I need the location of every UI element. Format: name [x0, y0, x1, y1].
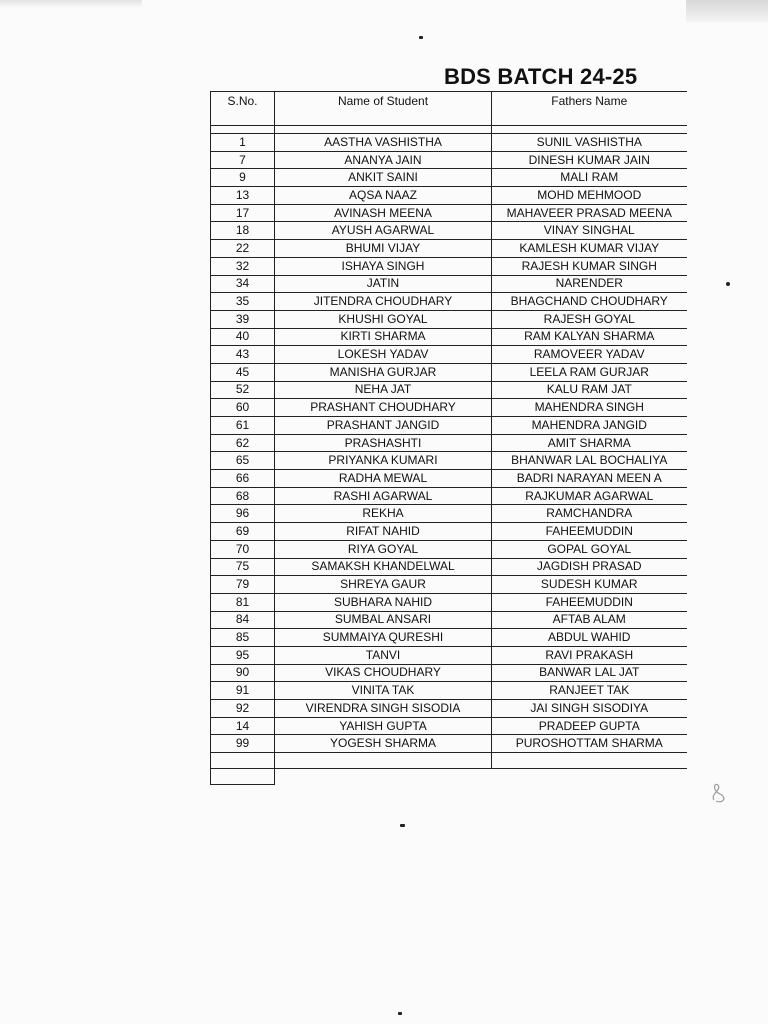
cell-father-name: KAMLESH KUMAR VIJAY — [492, 240, 687, 258]
cell-sno: 69 — [211, 523, 275, 541]
cell-student-name: ANANYA JAIN — [275, 151, 492, 169]
table-row — [211, 381, 687, 399]
table-row — [211, 629, 687, 647]
cell-student-name: MANISHA GURJAR — [275, 363, 492, 381]
cell-student-name: SAMAKSH KHANDELWAL — [275, 558, 492, 576]
cell-student-name: BHUMI VIJAY — [275, 240, 492, 258]
cell-sno: 14 — [211, 717, 275, 735]
cell-student-name: RASHI AGARWAL — [275, 487, 492, 505]
table-row — [211, 452, 687, 470]
cell-father-name: MAHENDRA SINGH — [492, 399, 687, 417]
table-row — [211, 275, 687, 293]
cell-student-name: VINITA TAK — [275, 682, 492, 700]
cell-sno: 95 — [211, 646, 275, 664]
cell-father-name: BADRI NARAYAN MEEN A — [492, 470, 687, 488]
scan-speck — [419, 36, 423, 39]
cell-father-name: MAHAVEER PRASAD MEENA — [492, 204, 687, 222]
table-blank-row — [211, 769, 687, 785]
cell-father-name: RANJEET TAK — [492, 682, 687, 700]
table-row — [211, 487, 687, 505]
cell-student-name: AVINASH MEENA — [275, 204, 492, 222]
cell-father-name: AMIT SHARMA — [492, 434, 687, 452]
cell-sno: 9 — [211, 169, 275, 187]
table-row — [211, 346, 687, 364]
table-body — [211, 126, 687, 785]
table-row — [211, 682, 687, 700]
student-table — [210, 91, 687, 785]
table-row — [211, 611, 687, 629]
cell-student-name: SUMBAL ANSARI — [275, 611, 492, 629]
table-row — [211, 363, 687, 381]
cell-father-name: SUDESH KUMAR — [492, 576, 687, 594]
cell-student-name: YOGESH SHARMA — [275, 735, 492, 753]
scan-speck — [398, 1012, 402, 1015]
cell-father-name: NARENDER — [492, 275, 687, 293]
cell-student-name: NEHA JAT — [275, 381, 492, 399]
cell-sno: 96 — [211, 505, 275, 523]
cell-student-name: RADHA MEWAL — [275, 470, 492, 488]
cell-sno: 90 — [211, 664, 275, 682]
cell-sno: 85 — [211, 629, 275, 647]
cell-father-name: RAM KALYAN SHARMA — [492, 328, 687, 346]
cell-father-name: LEELA RAM GURJAR — [492, 363, 687, 381]
cell-student-name: ANKIT SAINI — [275, 169, 492, 187]
cell-student-name: YAHISH GUPTA — [275, 717, 492, 735]
cell-student-name: TANVI — [275, 646, 492, 664]
cell-sno: 62 — [211, 434, 275, 452]
cell-father-name: RAJESH KUMAR SINGH — [492, 257, 687, 275]
cell-sno: 40 — [211, 328, 275, 346]
cell-student-name: JITENDRA CHOUDHARY — [275, 293, 492, 311]
cell-sno: 60 — [211, 399, 275, 417]
cell-father-name: MAHENDRA JANGID — [492, 417, 687, 435]
table-row — [211, 558, 687, 576]
cell-sno: 92 — [211, 700, 275, 718]
table-row — [211, 646, 687, 664]
cell-sno: 61 — [211, 417, 275, 435]
table-row — [211, 470, 687, 488]
cell-father-name: RAVI PRAKASH — [492, 646, 687, 664]
cell-sno: 68 — [211, 487, 275, 505]
cell-father-name: JAI SINGH SISODIYA — [492, 700, 687, 718]
cell-sno: 34 — [211, 275, 275, 293]
table-row — [211, 664, 687, 682]
cell-father-name: FAHEEMUDDIN — [492, 593, 687, 611]
cell-father-name: PUROSHOTTAM SHARMA — [492, 735, 687, 753]
cell-student-name: VIKAS CHOUDHARY — [275, 664, 492, 682]
cell-father-name: SUNIL VASHISTHA — [492, 134, 687, 152]
cell-father-name: ABDUL WAHID — [492, 629, 687, 647]
cell-father-name: BHANWAR LAL BOCHALIYA — [492, 452, 687, 470]
cell-student-name: AASTHA VASHISTHA — [275, 134, 492, 152]
table-row — [211, 134, 687, 152]
cell-sno: 39 — [211, 310, 275, 328]
table-row — [211, 187, 687, 205]
cell-student-name: RIYA GOYAL — [275, 540, 492, 558]
cell-sno: 99 — [211, 735, 275, 753]
column-header-father: Fathers Name — [492, 92, 687, 126]
cell-student-name: SUBHARA NAHID — [275, 593, 492, 611]
cell-sno: 17 — [211, 204, 275, 222]
table-row — [211, 151, 687, 169]
cell-sno: 43 — [211, 346, 275, 364]
table-row — [211, 417, 687, 435]
cell-father-name: FAHEEMUDDIN — [492, 523, 687, 541]
cell-father-name: BHAGCHAND CHOUDHARY — [492, 293, 687, 311]
column-header-student: Name of Student — [275, 92, 492, 126]
scan-edge-right — [686, 0, 768, 22]
table-row — [211, 240, 687, 258]
cell-student-name: SUMMAIYA QURESHI — [275, 629, 492, 647]
cell-sno: 32 — [211, 257, 275, 275]
cell-father-name: JAGDISH PRASAD — [492, 558, 687, 576]
table-gap-row — [211, 126, 687, 134]
cell-sno: 91 — [211, 682, 275, 700]
cell-sno: 7 — [211, 151, 275, 169]
cell-student-name: JATIN — [275, 275, 492, 293]
table-row — [211, 399, 687, 417]
cell-student-name: KHUSHI GOYAL — [275, 310, 492, 328]
table-row — [211, 169, 687, 187]
cell-father-name: RAMCHANDRA — [492, 505, 687, 523]
cell-sno: 22 — [211, 240, 275, 258]
cell-student-name: VIRENDRA SINGH SISODIA — [275, 700, 492, 718]
table-row — [211, 523, 687, 541]
document-title: BDS BATCH 24-25 — [444, 64, 638, 89]
table-row — [211, 204, 687, 222]
cell-father-name: MOHD MEHMOOD — [492, 187, 687, 205]
table-row — [211, 700, 687, 718]
table-row — [211, 310, 687, 328]
cell-student-name: ISHAYA SINGH — [275, 257, 492, 275]
table-row — [211, 257, 687, 275]
table-row — [211, 328, 687, 346]
table-row — [211, 222, 687, 240]
cell-sno: 65 — [211, 452, 275, 470]
cell-student-name: REKHA — [275, 505, 492, 523]
cell-father-name: RAMOVEER YADAV — [492, 346, 687, 364]
cell-sno: 35 — [211, 293, 275, 311]
table-row — [211, 293, 687, 311]
cell-student-name: PRASHASHTI — [275, 434, 492, 452]
cell-father-name: DINESH KUMAR JAIN — [492, 151, 687, 169]
scan-edge-left — [0, 0, 142, 8]
cell-student-name: PRIYANKA KUMARI — [275, 452, 492, 470]
cell-student-name: LOKESH YADAV — [275, 346, 492, 364]
table-row — [211, 434, 687, 452]
cell-father-name: VINAY SINGHAL — [492, 222, 687, 240]
table-row — [211, 505, 687, 523]
handwritten-mark — [708, 782, 734, 804]
cell-sno: 13 — [211, 187, 275, 205]
cell-father-name: AFTAB ALAM — [492, 611, 687, 629]
scan-speck — [726, 282, 730, 286]
cell-sno: 70 — [211, 540, 275, 558]
cell-student-name: PRASHANT CHOUDHARY — [275, 399, 492, 417]
cell-sno: 18 — [211, 222, 275, 240]
table-row — [211, 576, 687, 594]
column-header-sno: S.No. — [211, 92, 275, 126]
cell-student-name: KIRTI SHARMA — [275, 328, 492, 346]
cell-student-name: AYUSH AGARWAL — [275, 222, 492, 240]
cell-sno: 75 — [211, 558, 275, 576]
cell-father-name: BANWAR LAL JAT — [492, 664, 687, 682]
cell-sno: 45 — [211, 363, 275, 381]
cell-student-name: AQSA NAAZ — [275, 187, 492, 205]
table-row — [211, 540, 687, 558]
cell-student-name: SHREYA GAUR — [275, 576, 492, 594]
cell-father-name: KALU RAM JAT — [492, 381, 687, 399]
cell-sno: 66 — [211, 470, 275, 488]
table-header-row — [211, 92, 687, 126]
cell-sno: 81 — [211, 593, 275, 611]
cell-sno: 52 — [211, 381, 275, 399]
cell-father-name: MALI RAM — [492, 169, 687, 187]
cell-father-name: PRADEEP GUPTA — [492, 717, 687, 735]
cell-father-name: RAJKUMAR AGARWAL — [492, 487, 687, 505]
table-row — [211, 735, 687, 753]
table-blank-row — [211, 753, 687, 769]
table-row — [211, 717, 687, 735]
cell-student-name: PRASHANT JANGID — [275, 417, 492, 435]
scan-speck — [400, 824, 405, 827]
cell-father-name: GOPAL GOYAL — [492, 540, 687, 558]
cell-sno: 1 — [211, 134, 275, 152]
cell-sno: 84 — [211, 611, 275, 629]
cell-student-name: RIFAT NAHID — [275, 523, 492, 541]
cell-sno: 79 — [211, 576, 275, 594]
table-row — [211, 593, 687, 611]
cell-father-name: RAJESH GOYAL — [492, 310, 687, 328]
